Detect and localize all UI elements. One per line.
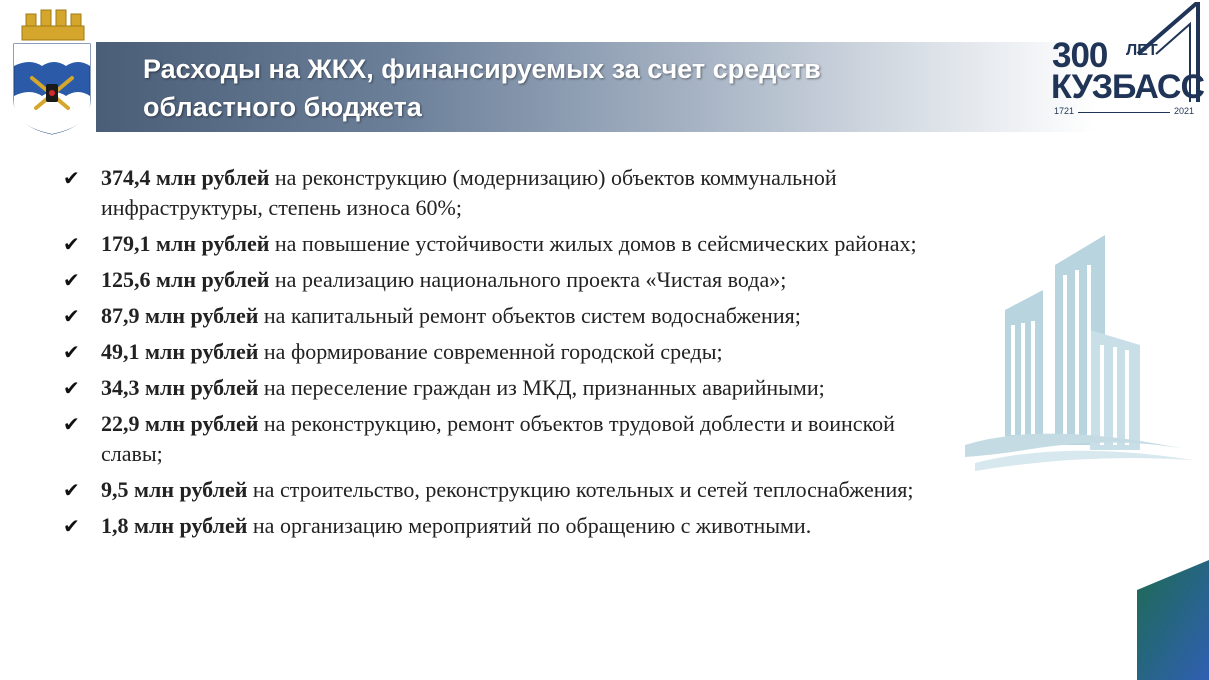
check-icon: ✔ (63, 304, 80, 328)
logo-year-start: 1721 (1054, 106, 1075, 116)
item-amount: 125,6 млн рублей (101, 267, 270, 292)
list-item (60, 409, 960, 469)
item-text: на капитальный ремонт объектов систем водоснабжения; (258, 303, 801, 328)
expense-list (60, 163, 960, 547)
item-amount: 34,3 млн рублей (101, 375, 259, 400)
item-amount: 1,8 млн рублей (101, 513, 248, 538)
item-text: на строительство, реконструкцию котельных и сетей теплоснабжения; (247, 477, 914, 502)
item-text: на реконструкцию, ремонт объектов трудовой доблести и воинской славы; (101, 411, 895, 466)
item-text: на переселение граждан из МКД, признанных аварийными; (258, 375, 825, 400)
check-icon: ✔ (63, 478, 80, 502)
item-amount: 22,9 млн рублей (101, 411, 259, 436)
check-icon: ✔ (63, 340, 80, 364)
logo-let: ЛЕТ (1126, 42, 1158, 59)
logo-number: 300 (1052, 36, 1108, 75)
check-icon: ✔ (63, 514, 80, 538)
list-item (60, 163, 960, 223)
item-text: на повышение устойчивости жилых домов в сейсмических районах; (269, 231, 917, 256)
check-icon: ✔ (63, 412, 80, 436)
logo-name: КУЗБАСС (1051, 68, 1205, 106)
check-icon: ✔ (63, 376, 80, 400)
logo-year-end: 2021 (1174, 106, 1195, 116)
title-line-2: областного бюджета (143, 92, 422, 122)
list-item (60, 337, 960, 367)
item-amount: 374,4 млн рублей (101, 165, 270, 190)
list-item (60, 511, 960, 541)
item-amount: 9,5 млн рублей (101, 477, 248, 502)
check-icon: ✔ (63, 232, 80, 256)
buildings-illustration (965, 235, 1195, 475)
item-text: на формирование современной городской среды; (258, 339, 723, 364)
title-line-1: Расходы на ЖКХ, финансируемых за счет средств (143, 54, 821, 84)
item-text: на реконструкцию (модернизацию) объектов коммунальной инфраструктуры, степень износа 60%; (101, 165, 837, 220)
item-text: на реализацию национального проекта «Чистая вода»; (269, 267, 787, 292)
coat-of-arms-icon (8, 4, 96, 138)
list-item (60, 373, 960, 403)
list-item (60, 229, 960, 259)
check-icon: ✔ (63, 268, 80, 292)
check-icon: ✔ (63, 166, 80, 190)
page-title (143, 50, 943, 126)
item-amount: 87,9 млн рублей (101, 303, 259, 328)
list-item (60, 265, 960, 295)
item-amount: 179,1 млн рублей (101, 231, 270, 256)
logo-divider (1078, 112, 1170, 113)
corner-decoration (1137, 560, 1209, 680)
item-amount: 49,1 млн рублей (101, 339, 259, 364)
anniversary-logo (1048, 2, 1204, 120)
list-item (60, 301, 960, 331)
list-item (60, 475, 960, 505)
item-text: на организацию мероприятий по обращению с животными. (247, 513, 812, 538)
